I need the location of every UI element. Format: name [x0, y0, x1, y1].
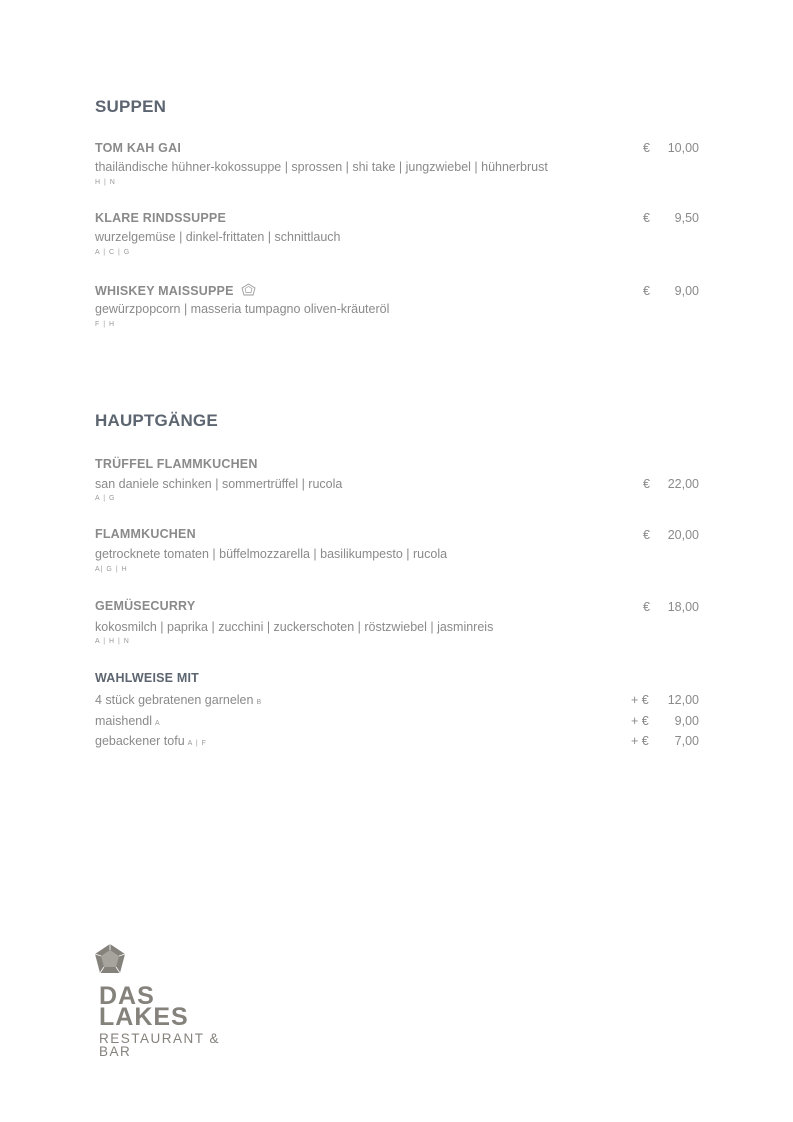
menu-item-description: thailändische hühner-kokossuppe | sprossen | shi take | jungzwiebel | hühnerbrust	[95, 160, 548, 174]
logo-text-lakes: LAKES	[99, 1003, 189, 1031]
currency-symbol: €	[643, 477, 650, 491]
menu-item-description: san daniele schinken | sommertrüffel | rucola	[95, 477, 343, 491]
logo-text-das: DAS	[99, 982, 155, 1010]
menu-item-allergens: H | N	[95, 179, 116, 186]
option-text: gebackener tofu	[95, 734, 185, 748]
currency-symbol: + €	[631, 693, 649, 707]
menu-item-price: 10,00	[667, 141, 699, 155]
option-text: maishendl	[95, 714, 152, 728]
currency-symbol: + €	[631, 734, 649, 748]
menu-item-price: 18,00	[667, 600, 699, 614]
menu-item-name: FLAMMKUCHEN	[95, 527, 196, 541]
options-title: WAHLWEISE MIT	[95, 671, 199, 685]
option-allergens: A | F	[187, 740, 207, 747]
menu-item-name: TOM KAH GAI	[95, 141, 181, 155]
logo-text-restaurant: RESTAURANT &	[99, 1031, 221, 1046]
currency-symbol: €	[643, 211, 650, 225]
menu-item-allergens: A | H | N	[95, 638, 130, 645]
currency-symbol: €	[643, 284, 650, 298]
option-price: 9,00	[674, 714, 699, 728]
menu-item-allergens: A| G | H	[95, 566, 128, 573]
menu-item-price: 20,00	[667, 528, 699, 542]
option-item	[95, 693, 262, 707]
option-item	[95, 734, 207, 748]
menu-item-name: TRÜFFEL FLAMMKUCHEN	[95, 457, 258, 471]
menu-item-name-row	[95, 283, 257, 299]
menu-item-allergens: A | C | G	[95, 249, 131, 256]
menu-item-price: 9,50	[674, 211, 699, 225]
option-item	[95, 714, 161, 728]
section-title-mains: HAUPTGÄNGE	[95, 411, 218, 430]
option-allergens: A	[154, 720, 161, 727]
menu-item-price: 9,00	[674, 284, 699, 298]
pentagon-stone-logo-icon	[93, 943, 127, 980]
menu-item-description: wurzelgemüse | dinkel-frittaten | schnittlauch	[95, 230, 341, 244]
option-price: 12,00	[667, 693, 699, 707]
menu-item-name: GEMÜSECURRY	[95, 599, 196, 613]
menu-item-name: KLARE RINDSSUPPE	[95, 211, 226, 225]
menu-item-description: kokosmilch | paprika | zucchini | zuckerschoten | röstzwiebel | jasminreis	[95, 620, 494, 634]
currency-symbol: €	[643, 141, 650, 155]
option-text: 4 stück gebratenen garnelen	[95, 693, 254, 707]
logo-text-bar: BAR	[99, 1044, 132, 1059]
currency-symbol: €	[643, 528, 650, 542]
menu-item-description: getrocknete tomaten | büffelmozzarella | basilikumpesto | rucola	[95, 547, 448, 561]
option-allergens: B	[256, 699, 263, 706]
currency-symbol: + €	[631, 714, 649, 728]
currency-symbol: €	[643, 600, 650, 614]
menu-item-price: 22,00	[667, 477, 699, 491]
menu-item-description: gewürzpopcorn | masseria tumpagno oliven-kräuteröl	[95, 302, 390, 316]
menu-item-allergens: F | H	[95, 321, 116, 328]
option-price: 7,00	[674, 734, 699, 748]
section-title-soups: SUPPEN	[95, 97, 167, 116]
chef-hat-icon	[240, 283, 257, 299]
menu-item-name: WHISKEY MAISSUPPE	[95, 284, 234, 298]
menu-item-allergens: A | G	[95, 495, 116, 502]
